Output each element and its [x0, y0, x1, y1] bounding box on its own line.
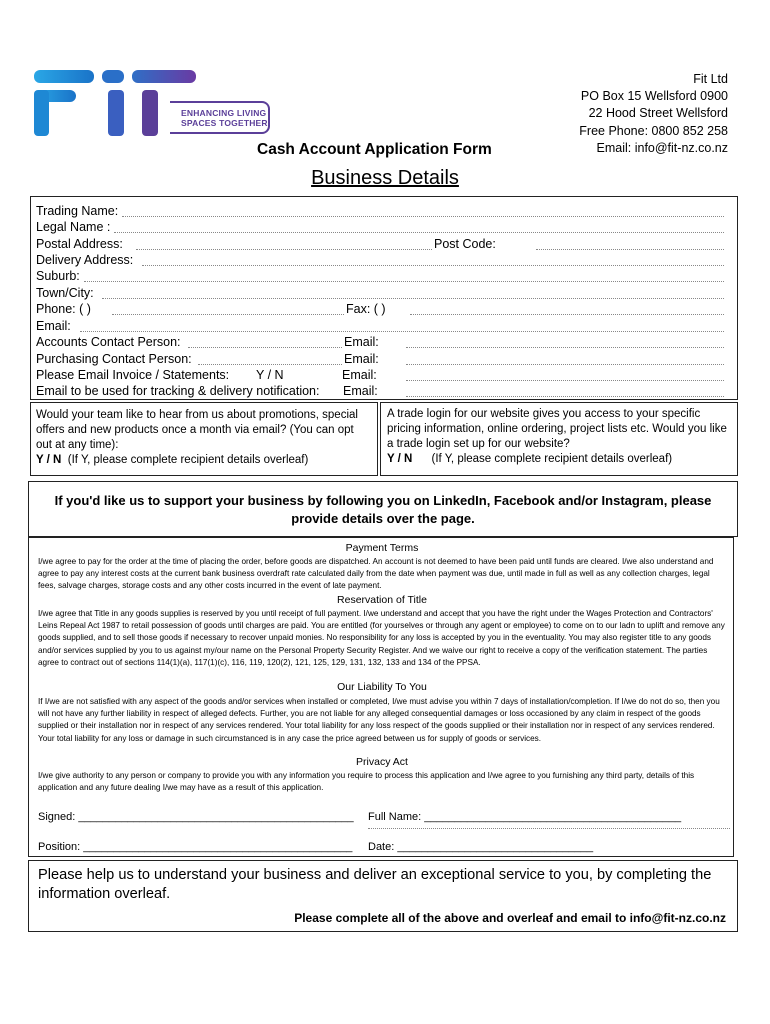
legal-name-field[interactable]: [114, 232, 724, 233]
legal-name-label: Legal Name :: [36, 220, 111, 234]
purchasing-contact-label: Purchasing Contact Person:: [36, 352, 192, 366]
accounts-email-label: Email:: [344, 335, 379, 349]
help-text: Please help us to understand your business and deliver an exceptional service to you, by completing the information overleaf.: [38, 867, 712, 902]
form-title: Cash Account Application Form: [257, 141, 492, 158]
purchasing-email-field[interactable]: [406, 364, 724, 365]
social-media-text: If you'd like us to support your business by following you on LinkedIn, Facebook and/or Instagram, please provide details over the page.: [54, 493, 712, 526]
help-footer: Please complete all of the above and overleaf and email to info@fit-nz.co.nz: [294, 911, 726, 925]
liability-text: If I/we are not satisfied with any aspect of the goods and/or services when installed or completed, I/we must advise you within 7 days of installation/completion. If I/we do not do so, then you will not have any further liability in respect of alleged defects. Further, you are not liable for any alleged consequential damages or loss occasioned by any claim in respect of the goods supplied or their installation nor in respect of any services rendered. Your total liability for any loss respect of the goods supplied or their installation nor in respect of any services rendered. Your total liability for any loss or damage in such circumstanced is in any case the price agreed between us for supply of goods or services.: [38, 697, 720, 743]
sig-divider: [368, 828, 730, 829]
trade-login-note: (If Y, please complete recipient details overleaf): [431, 453, 673, 465]
suburb-label: Suburb:: [36, 269, 80, 283]
promotions-note: (If Y, please complete recipient details overleaf): [67, 454, 309, 466]
email-invoice-label: Please Email Invoice / Statements:: [36, 368, 230, 382]
payment-terms-heading: Payment Terms: [345, 542, 419, 554]
company-address: Fit Ltd PO Box 15 Wellsford 0900 22 Hood Street Wellsford Free Phone: 0800 852 258 Email: info@fit-nz.co.nz: [579, 72, 728, 155]
delivery-address-field[interactable]: [142, 265, 724, 266]
reservation-title-heading: Reservation of Title: [337, 594, 427, 606]
email-label: Email:: [36, 319, 71, 333]
payment-terms-text: I/we agree to pay for the order at the time of placing the order, before goods are dispatched. An account is not deemed to have been paid until funds are cleared. I/we also understand and agree to pay any interest costs at the current bank business overdraft rate calculated daily from the date when payment was due, until made in full as well as any collection charges, legal fees, salvage charges, storage costs and any other costs incurred in the event of late payment.: [38, 557, 714, 591]
phone-label: Phone: ( ): [36, 302, 91, 316]
email-field[interactable]: [80, 331, 724, 332]
invoice-email-label: Email:: [342, 368, 377, 382]
full-name-field[interactable]: Full Name: __________________________________________: [368, 811, 682, 823]
post-code-field[interactable]: [536, 249, 724, 250]
date-field[interactable]: Date: ________________________________: [368, 841, 594, 853]
email-invoice-yn[interactable]: Y / N: [256, 368, 284, 382]
town-city-field[interactable]: [102, 298, 724, 299]
reservation-title-text: I/we agree that Title in any goods supplies is reserved by you until receipt of full payment. I/we understand and accept that you have the right under the Wages Protection and Contractors' Leins Repeal Act 1987 to retail possession of goods until charges are paid. You are entitled (for yourselves or through any agent or employee) to come on to our ladn to uplift and remove any goods supplied, and to sell those goods if necessary to recover unpaid monies. No responsibility for any loss is accepted by you in the eventuality. You may also register title to any goods and/or services supplied by you to us against my/our name on the Personal Property Security Register. And we waive our right to receive a copy of the verification statement. The parties agree to contract out of sections 114(1)(a), 117(1)(c), 116, 119, 120(2), 121, 125, 129, 131, 132, 133 and 134 of the PPSA.: [38, 609, 725, 667]
privacy-text: I/we give authority to any person or company to provide you with any information you require to process this application and I/we agree to you furnishing any third party, details of this application and any future dealing I/we may have as a result of this application.: [38, 771, 695, 793]
purchasing-email-label: Email:: [344, 352, 379, 366]
delivery-address-label: Delivery Address:: [36, 253, 134, 267]
phone-field[interactable]: [112, 314, 344, 315]
fax-label: Fax: ( ): [346, 302, 386, 316]
liability-heading: Our Liability To You: [337, 681, 427, 693]
postal-address-label: Postal Address:: [36, 237, 123, 251]
trading-name-label: Trading Name:: [36, 204, 119, 218]
purchasing-contact-field[interactable]: [198, 364, 342, 365]
section-title: Business Details: [311, 167, 459, 189]
suburb-field[interactable]: [84, 281, 724, 282]
trade-login-box: [380, 402, 738, 476]
tracking-email-field[interactable]: [406, 396, 724, 397]
accounts-email-field[interactable]: [406, 347, 724, 348]
tracking-email-label: Email to be used for tracking & delivery notification:: [36, 384, 320, 398]
trading-name-field[interactable]: [122, 216, 724, 217]
position-field[interactable]: Position: ____________________________________________: [38, 841, 353, 853]
promotions-text: Would your team like to hear from us about promotions, special offers and new products once a month via email? (You can opt out at any time):: [36, 409, 358, 451]
social-media-box: [28, 481, 738, 537]
fax-field[interactable]: [410, 314, 724, 315]
terms-box: [28, 537, 734, 857]
town-city-label: Town/City:: [36, 286, 94, 300]
privacy-heading: Privacy Act: [356, 756, 408, 768]
promotions-box: [30, 402, 378, 476]
invoice-email-field[interactable]: [406, 380, 724, 381]
signed-field[interactable]: Signed: _____________________________________________: [38, 811, 354, 823]
tracking-email-label2: Email:: [343, 384, 378, 398]
promotions-yn[interactable]: Y / N: [36, 454, 62, 466]
accounts-contact-field[interactable]: [188, 347, 342, 348]
post-code-label: Post Code:: [434, 237, 496, 251]
accounts-contact-label: Accounts Contact Person:: [36, 335, 181, 349]
trade-login-text: A trade login for our website gives you access to your specific pricing information, online ordering, project lists etc. Would you like a trade login set up for our website?: [387, 408, 727, 450]
postal-address-field[interactable]: [136, 249, 432, 250]
trade-login-yn[interactable]: Y / N: [387, 453, 413, 465]
logo-tagline: ENHANCING LIVING SPACES TOGETHER: [181, 108, 268, 128]
